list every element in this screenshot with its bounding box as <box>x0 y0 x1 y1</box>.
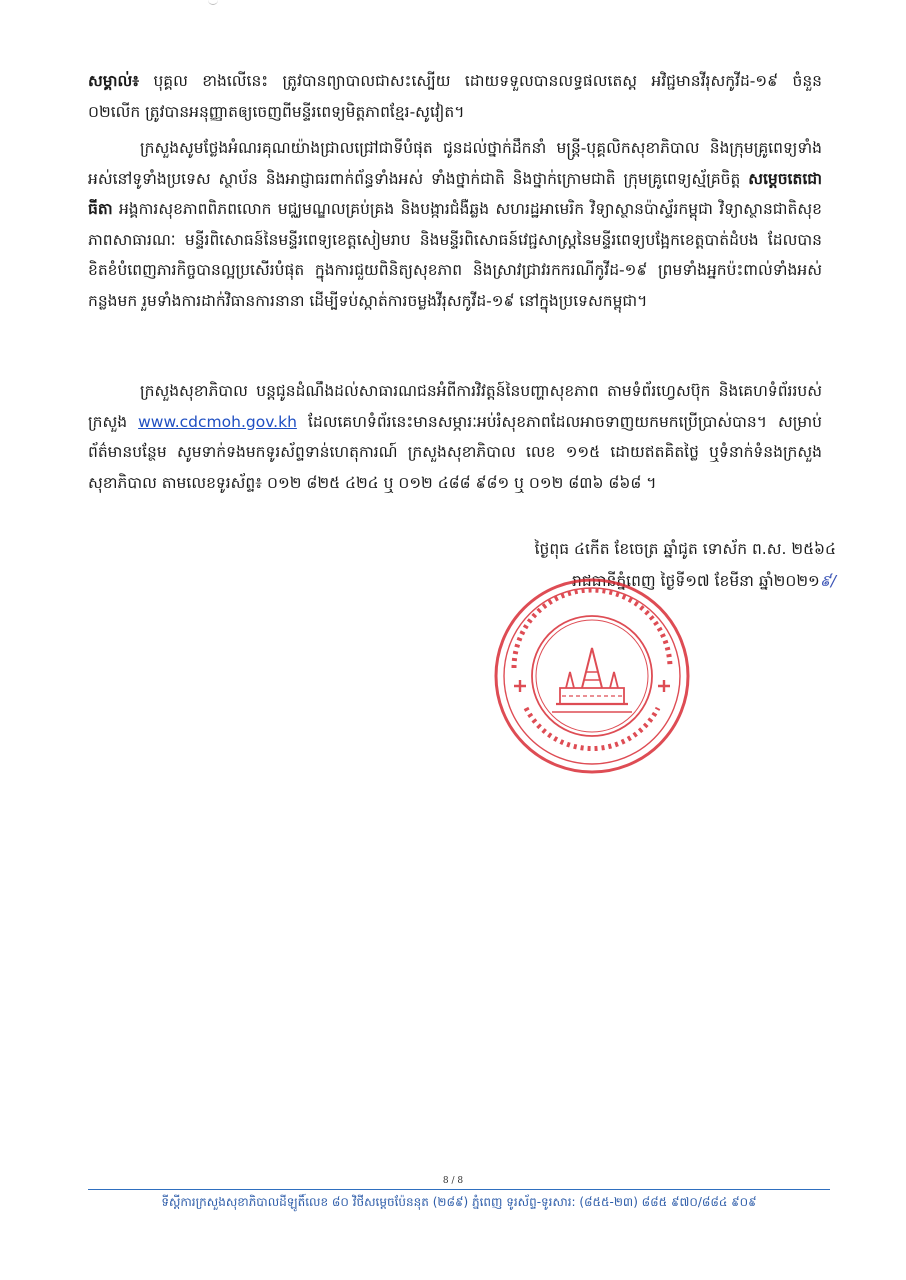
info-text-after: ដែលគេហទំព័រនេះមានសម្ភារៈអប់រំសុខភាពដែលអាចទាញយកមកប្រើប្រាស់បាន។ សម្រាប់ព័ត៌មានបន្ថែម សូមទាក់ទងមកទូរស័ព្ទទាន់ហេតុការណ៍ ក្រសួងសុខាភិបាល លេខ ១១៥ ដោយឥតគិតថ្លៃ ឬទំនាក់ទំនងក្រសួងសុខាភិបាល តាមលេខទូរស័ព្ទ៖ ០១២ ៨២៥ ៤២៤ ឬ ០១២ ៤៨៨ ៩៨១ ឬ ០១២ ៨៣៦ ៨៦៨ ។ <box>88 412 822 492</box>
thanks-text-after: អង្គការសុខភាពពិភពលោក មជ្ឈមណ្ឌលគ្រប់គ្រង និងបង្ការជំងឺឆ្លង សហរដ្ឋអាមេរិក វិទ្យាស្ថានប៉ាស្ទ័រកម្ពុជា វិទ្យាស្ថានជាតិសុខភាពសាធារណៈ មន្ទីរពិសោធន៍នៃមន្ទីរពេទ្យខេត្តសៀមរាប និងមន្ទីរពិសោធន៍វេជ្ជសាស្ត្រនៃមន្ទីរពេទ្យបង្អែកខេត្តបាត់ដំបង ដែលបានខិតខំបំពេញភារកិច្ចបានល្អប្រសើរបំផុត ក្នុងការជួយពិនិត្យសុខភាព និងស្រាវជ្រាវរកករណីកូវីដ-១៩ ព្រមទាំងអ្នកប៉ះពាល់ទាំងអស់កន្លងមក រួមទាំងការដាក់វិធានការនានា ដើម្បីទប់ស្កាត់ការចម្លងវីរុសកូវីដ-១៩ នៅក្នុងប្រទេសកម្ពុជា។ <box>88 200 822 310</box>
thanks-paragraph <box>88 133 822 317</box>
note-text: បុគ្គល ខាងលើនេះ ត្រូវបានព្យាបាលជាសះស្បើយ ដោយទទួលបានលទ្ធផលតេស្ត អវិជ្ជមានវីរុសកូវីដ-១៩ ចំនួន ០២លើក ត្រូវបានអនុញ្ញាតឲ្យចេញពីមន្ទីរពេទ្យមិត្តភាពខ្មែរ-សូវៀត។ <box>88 72 822 121</box>
solar-date-text: រាជធានីភ្នំពេញ ថ្ងៃទី១៧ ខែមីនា ឆ្នាំ២០២១ <box>572 572 820 590</box>
ministry-seal-icon <box>492 576 692 776</box>
lunar-date <box>535 534 836 564</box>
website-link[interactable]: www.cdcmoh.gov.kh <box>138 412 297 431</box>
note-label: សម្គាល់៖ <box>88 72 140 90</box>
thanks-emphasis: សម្តេចតេជោ ធីតា <box>88 169 822 219</box>
signature-mark: ៩/ <box>819 572 836 590</box>
note-paragraph <box>88 66 822 127</box>
info-text-before: ក្រសួងសុខាភិបាល បន្តជូនដំណឹងដល់សាធារណជនអំពីការវិវត្តន៍នៃបញ្ហាសុខភាព តាមទំព័រហ្វេសប៊ុក និងគេហទំព័ររបស់ក្រសួង <box>88 382 822 431</box>
scan-mark <box>208 0 218 5</box>
thanks-text-before: ក្រសួងសូមថ្លែងអំណរគុណយ៉ាងជ្រាលជ្រៅជាទីបំផុត ជូនដល់ថ្នាក់ដឹកនាំ មន្ត្រី-បុគ្គលិកសុខាភិបាល និងក្រុមគ្រូពេទ្យទាំងអស់នៅទូទាំងប្រទេស ស្ថាប័ន និងអាជ្ញាធរពាក់ព័ន្ធទាំងអស់ ទាំងថ្នាក់ជាតិ និងថ្នាក់ក្រោមជាតិ ក្រុមគ្រូពេទ្យស្ម័គ្រចិត្ត <box>88 139 822 188</box>
lunar-date-text: ថ្ងៃពុធ ៤កើត ខែចេត្រ ឆ្នាំជូត ទោស័ក ព.ស. ២៥៦៤ <box>534 540 836 558</box>
info-paragraph <box>88 376 822 498</box>
footer-address: ទីស្តីការក្រសួងសុខាភិបាលដីឡូតិ៍លេខ ៨០ វិថីសម្តេចប៉ែននុត (២៨៩) ភ្នំពេញ ទូរស័ព្ទ-ទូរសារ: (៨៥៥-២៣) ៨៨៥ ៩៧០/៨៨៤ ៩០៩ <box>161 1195 757 1209</box>
page-number: 8 / 8 <box>442 1176 464 1186</box>
footer-divider <box>88 1189 830 1190</box>
